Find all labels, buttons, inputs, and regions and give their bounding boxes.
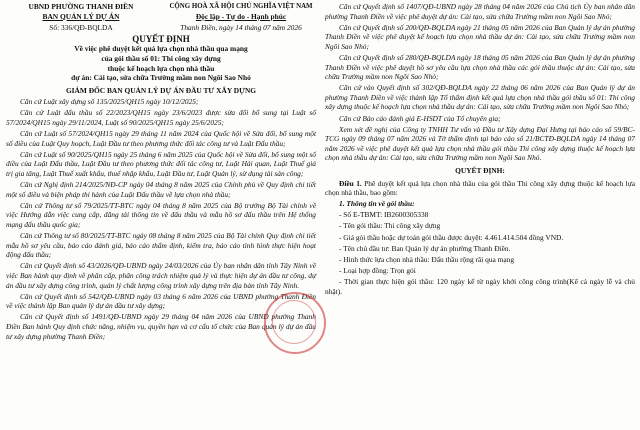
national-heading [166,2,316,33]
legal-basis-paragraph: Căn cứ Báo cáo đánh giá E-HSDT của Tổ chuyên gia; [339,113,501,123]
package-info-item: - Tên chủ đầu tư: Ban Quản lý dự án phường Thanh Điền. [339,243,511,253]
country-name: CỘNG HOÀ XÃ HỘI CHỦ NGHĨA VIỆT NAM [169,3,313,10]
title-line-3: thuộc kế hoạch lựa chọn nhà thầu [107,63,215,73]
legal-basis-paragraph: Căn cứ Quyết định số 1407/QĐ-UBND ngày 28 tháng 04 năm 2026 của Chủ tịch Ủy ban nhân dân phường Thanh Điền về việc phê duyệt dự án: Cải tạo, sửa chữa Trường mầm non Ngôi Sao Nhỏ; [325,2,635,21]
title-line-1: Về việc phê duyệt kết quả lựa chọn nhà thầu qua mạng [74,44,248,54]
legal-basis-paragraph: Căn cứ Nghị định 214/2025/NĐ-CP ngày 04 tháng 8 năm 2025 của Chính phủ về Quy định chi tiết một số điều và biện pháp thi hành của Luật Đấu thầu về lựa chọn nhà thầu; [6,180,316,199]
doc-number: Số: 336/QĐ-BQLDA [49,23,113,33]
document-header [6,2,316,33]
motto: Độc lập - Tự do - Hạnh phúc [195,11,287,21]
article-1-label: Điều 1. [339,178,362,188]
seal-inner-ring [272,300,316,344]
article-1-text: Phê duyệt kết quả lựa chọn nhà thầu của gói thầu Thi công xây dựng thuộc kế hoạch lựa chọn nhà thầu, bao gồm: [325,178,635,198]
legal-basis-paragraph: Căn cứ Thông tư số 80/2025/TT-BTC ngày 08 tháng 8 năm 2025 của Bộ Tài chính Quy định chi tiết mẫu hồ sơ yêu cầu, báo cáo đánh giá, báo cáo thẩm định, kiểm tra, báo cáo tình hình thực hiện hoạt động đấu thầu; [6,231,316,260]
title-line-4: dự án: Cải tạo, sửa chữa Trường mầm non Ngôi Sao Nhỏ [71,73,251,83]
legal-basis-paragraph: Căn cứ Luật xây dựng số 135/2025/QH15 ngày 10/12/2025; [20,97,199,107]
right-column [325,2,635,298]
legal-basis-paragraph: Căn cứ Luật số 57/2024/QH15 ngày 29 tháng 11 năm 2024 của Quốc hội về Sửa đổi, bổ sung một số điều của Luật Quy hoạch, Luật Đầu tư theo phương thức đối tác công tư và Luật Đấu thầu; [6,129,316,148]
package-info-item: - Loại hợp đồng: Trọn gói [339,265,416,275]
legal-basis-paragraph: Căn cứ Quyết định số 280/QĐ-BQLDA ngày 18 tháng 05 năm 2026 của Ban Quản lý dự án phường Thanh Điền về việc phê duyệt hồ sơ yêu cầu lựa chọn nhà thầu các gói thầu thuộc dự án: Cải tạo, sửa chữa Trường mầm non Ngôi Sao Nhỏ; [325,52,635,82]
package-info-item: - Thời gian thực hiện gói thầu: 120 ngày kể từ ngày khởi công công trình(Kể cả ngày lễ và chủ nhật). [325,276,635,296]
package-info-item: - Giá gói thầu hoặc dự toán gói thầu được duyệt: 4.461.414.504 đồng VND. [339,232,564,242]
package-info-item: - Số E-TBMT: IB2600305338 [339,210,429,220]
legal-basis-paragraph: Căn cứ Luật đấu thầu số 22/2023/QH15 ngày 23/6/2023 được sửa đổi bổ sung tại Luật số 57/2024/QH15 ngày 29/11/2024, Luật số 90/2025/QH15 ngày 25/6/2025; [6,108,316,128]
package-info-item: - Tên gói thầu: Thi công xây dựng [339,221,441,231]
legal-basis-paragraph: Căn cứ Quyết định số 200/QĐ-BQLDA ngày 21 tháng 05 năm 2026 của Ban Quản lý dự án phường Thanh Điền về việc phê duyệt kế hoạch lựa chọn nhà thầu dự án: Cải tạo, sửa chữa Trường mầm non Ngôi Sao Nhỏ; [325,22,635,51]
consideration-paragraph: Xem xét đề nghị của Công ty TNHH Tư vấn và Đầu tư Xây dựng Đại Hưng tại báo cáo số 59/BC-TCG ngày 09 tháng 07 năm 2026 và Tờ thẩm định tại báo cáo số 21/BCTĐ-BQLDA ngày 14 tháng 07 năm 2026 về việc phê duyệt kết quả lựa chọn nhà thầu gói thầu Thi công xây dựng thuộc kế hoạch lựa chọn nhà thầu dự án: Cải tạo, sửa chữa Trường mầm non Ngôi Sao Nhỏ. [325,124,635,163]
place-date: Thanh Điền, ngày 14 tháng 07 năm 2026 [180,23,302,33]
legal-basis-paragraph: Căn cứ Thông tư số 79/2025/TT-BTC ngày 04 tháng 8 năm 2025 của Bộ trưởng Bộ Tài chính về việc Hướng dẫn việc cung cấp, đăng tải thông tin về đấu thầu và mẫu hồ sơ đấu thầu trên Hệ thống mạng đấu thầu quốc gia; [6,200,316,229]
issuing-organization [6,2,156,33]
legal-basis-paragraph: Căn cứ vào Quyết định số 302/QĐ-BQLDA ngày 22 tháng 06 năm 2026 của Ban Quản lý dự án phường Thanh Điền về việc thành lập Tổ thẩm định kết quả lựa chọn nhà thầu gói thầu số 01: Thi công xây dựng thuộc kế hoạch lựa chọn nhà thầu dự án: Cải tạo, sửa chữa Trường mầm non Ngôi Sao Nhỏ; [325,83,635,112]
legal-basis-paragraph: Căn cứ Quyết định số 542/QĐ-UBND ngày 03 tháng 6 năm 2026 của UBND phường Thanh Điền về việc thành lập Ban quản lý dự án đầu tư xây dựng; [6,291,316,311]
seal-stamp [264,292,326,354]
legal-basis-paragraph: Căn cứ Quyết định số 1491/QĐ-UBND ngày 29 tháng 04 năm 2026 của UBND phường Thanh Điền Ban hành Quy định chức năng, nhiệm vụ, quyền hạn và cơ cấu tổ chức của Ban quản lý dự án đầu tư xây dựng phường Thanh Điền; [6,312,316,341]
package-info-item: - Hình thức lựa chọn nhà thầu: Đấu thầu rộng rãi qua mạng [339,254,515,264]
section-1-heading: 1. Thông tin về gói thầu: [339,199,415,209]
org-line2: BAN QUẢN LÝ DỰ ÁN [42,11,120,21]
org-line1: UBND PHƯỜNG THANH ĐIỀN [28,2,134,11]
left-column [6,2,316,343]
article-1 [325,179,635,198]
legal-basis-paragraph: Căn cứ Quyết định số 43/2026/QĐ-UBND ngày 24/03/2026 của Ủy ban nhân dân tỉnh Tây Ninh về việc Ban hành quy định về phân cấp, phân công trách nhiệm quả lý và thực hiện dự án đầu tư công, dự án đầu tư xây dựng công trình, quản lý chất lượng công trình xây dựng trên địa bàn tỉnh Tây Ninh. [6,261,316,290]
decision-title: QUYẾT ĐỊNH [132,33,190,44]
legal-basis-paragraph: Căn cứ Luật số 90/2025/QH15 ngày 25 tháng 6 năm 2025 của Quốc hội về Sửa đổi, bổ sung một số điều của Luật Đấu thầu, Luật Đầu tư theo phương thức đối tác công tư, Luật Hải quan, Luật Thuế giá trị gia tăng, Luật Thuế xuất khẩu, thuế nhập khẩu, Luật Đầu tư, Luật Quản lý, sử dụng tài sản công; [6,149,316,178]
title-line-2: của gói thầu số 01: Thi công xây dựng [101,53,221,63]
issuing-authority: GIÁM ĐỐC BAN QUẢN LÝ DỰ ÁN ĐẦU TƯ XÂY DỰNG [65,85,257,95]
decision-heading: QUYẾT ĐỊNH: [455,166,505,175]
